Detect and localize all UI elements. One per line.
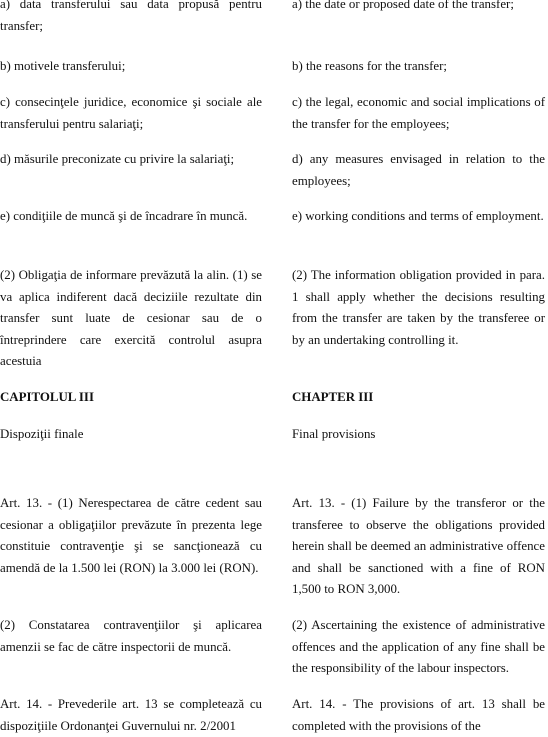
ro-chapter-heading: CAPITOLUL III [0, 390, 94, 404]
en-paragraph-c: c) the legal, economic and social implications of the transfer for the employees; [292, 95, 545, 131]
ro-paragraph-b: b) motivele transferului; [0, 59, 126, 73]
ro-paragraph-c: c) consecinţele juridice, economice şi sociale ale transferului pentru salariaţi; [0, 95, 262, 131]
en-article-14: Art. 14. - The provisions of art. 13 shall be completed with the provisions of the [292, 697, 545, 733]
en-chapter-heading: CHAPTER III [292, 390, 374, 404]
en-paragraph-e: e) working conditions and terms of employment. [292, 209, 544, 223]
ro-paragraph-a: a) data transferului sau data propusă pentru transfer; [0, 0, 262, 33]
en-paragraph-d: d) any measures envisaged in relation to the employees; [292, 152, 545, 188]
ro-paragraph-d: d) măsurile preconizate cu privire la salariaţi; [0, 152, 235, 166]
en-article-13-2: (2) Ascertaining the existence of administrative offences and the application of any fine shall be the responsibility of the labour inspectors. [292, 618, 545, 675]
en-paragraph-2: (2) The information obligation provided in para. 1 shall apply whether the decisions resulting from the transfer are taken by the transferee or by an undertaking controlling it. [292, 268, 545, 347]
en-paragraph-a: a) the date or proposed date of the transfer; [292, 0, 514, 11]
ro-paragraph-e: e) condiţiile de muncă şi de încadrare în muncă. [0, 209, 248, 223]
ro-article-13-1: Art. 13. - (1) Nerespectarea de către cedent sau cesionar a obligaţiilor prevăzute în prezenta lege constituie contravenţie şi se sancţionează cu amendă de la 1.500 lei (RON) la 3.000 lei (RON). [0, 496, 262, 575]
ro-chapter-subtitle: Dispoziţii finale [0, 427, 84, 441]
en-article-13-1: Art. 13. - (1) Failure by the transferor or the transferee to observe the obligations provided herein shall be deemed an administrative offence and shall be sanctioned with a fine of RON 1,500 to RON 3,000. [292, 496, 545, 596]
en-paragraph-b: b) the reasons for the transfer; [292, 59, 447, 73]
ro-article-14: Art. 14. - Prevederile art. 13 se completează cu dispoziţiile Ordonanţei Guvernului nr. 2/2001 [0, 697, 262, 733]
en-chapter-subtitle: Final provisions [292, 427, 376, 441]
ro-article-13-2: (2) Constatarea contravenţiilor şi aplicarea amenzii se fac de către inspectorii de muncă. [0, 618, 262, 654]
ro-paragraph-2: (2) Obligaţia de informare prevăzută la alin. (1) se va aplica indiferent dacă deciziile rezultate din transfer sunt luate de cesionar sau de o întreprindere care exercită controlul asupra acestuia [0, 268, 262, 368]
